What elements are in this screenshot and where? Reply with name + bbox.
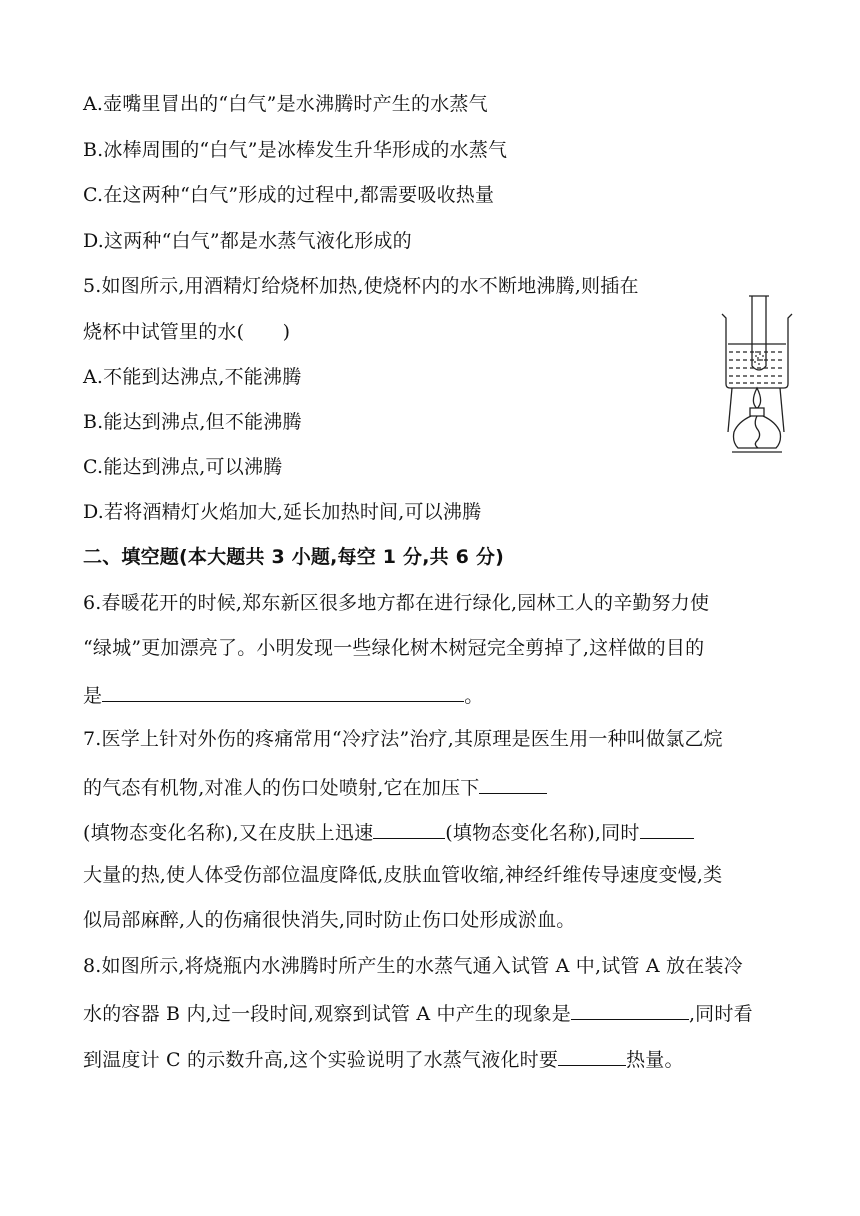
q8-line2-text: 水的容器 B 内,过一段时间,观察到试管 A 中产生的现象是 xyxy=(83,1003,571,1025)
q5-option-a: A.不能到达沸点,不能沸腾 xyxy=(83,366,302,388)
q6-line2: “绿城”更加漂亮了。小明发现一些绿化树木树冠完全剪掉了,这样做的目的 xyxy=(83,637,705,659)
q6-line3-prefix: 是 xyxy=(83,685,103,707)
q7-line5: 似局部麻醉,人的伤痛很快消失,同时防止伤口处形成淤血。 xyxy=(83,909,576,931)
q5-stem-line1: 5.如图所示,用酒精灯给烧杯加热,使烧杯内的水不断地沸腾,则插在 xyxy=(83,275,639,297)
q7-blank-1[interactable] xyxy=(479,773,547,794)
q4-option-b: B.冰棒周围的“白气”是冰棒发生升华形成的水蒸气 xyxy=(83,139,508,161)
q7-line2 xyxy=(83,773,547,800)
q4-option-d: D.这两种“白气”都是水蒸气液化形成的 xyxy=(83,230,412,252)
beaker-heating-figure xyxy=(718,292,794,462)
q6-line3 xyxy=(83,681,483,708)
q7-line1: 7.医学上针对外伤的疼痛常用“冷疗法”治疗,其原理是医生用一种叫做氯乙烷 xyxy=(83,728,723,750)
q8-line2 xyxy=(83,999,753,1026)
q8-blank-1[interactable] xyxy=(571,999,689,1020)
q6-blank[interactable] xyxy=(102,681,464,702)
q8-blank-2[interactable] xyxy=(558,1045,626,1066)
q5-option-d: D.若将酒精灯火焰加大,延长加热时间,可以沸腾 xyxy=(83,501,482,523)
q8-line3 xyxy=(83,1045,684,1072)
q7-line3-text-a: (填物态变化名称),又在皮肤上迅速 xyxy=(83,822,374,844)
q7-blank-3[interactable] xyxy=(640,818,694,839)
q4-option-a: A.壶嘴里冒出的“白气”是水沸腾时产生的水蒸气 xyxy=(83,93,488,115)
q7-line3-text-b: (填物态变化名称),同时 xyxy=(445,822,640,844)
q7-blank-2[interactable] xyxy=(373,818,445,839)
q8-line3-suffix: 热量。 xyxy=(626,1049,684,1071)
q5-option-c: C.能达到沸点,可以沸腾 xyxy=(83,456,283,478)
q6-line1: 6.春暖花开的时候,郑东新区很多地方都在进行绿化,园林工人的辛勤努力使 xyxy=(83,592,710,614)
q8-line3-text: 到温度计 C 的示数升高,这个实验说明了水蒸气液化时要 xyxy=(83,1049,559,1071)
q5-option-b: B.能达到沸点,但不能沸腾 xyxy=(83,411,302,433)
q7-line4: 大量的热,使人体受伤部位温度降低,皮肤血管收缩,神经纤维传导速度变慢,类 xyxy=(83,864,723,886)
q4-option-c: C.在这两种“白气”形成的过程中,都需要吸收热量 xyxy=(83,184,495,206)
section-2-heading: 二、填空题(本大题共 3 小题,每空 1 分,共 6 分) xyxy=(83,546,504,568)
q7-line3 xyxy=(83,818,694,845)
q8-line1: 8.如图所示,将烧瓶内水沸腾时所产生的水蒸气通入试管 A 中,试管 A 放在装冷 xyxy=(83,955,743,977)
q6-line3-suffix: 。 xyxy=(464,685,484,707)
q8-line2-suffix: ,同时看 xyxy=(688,1003,753,1025)
q5-stem-line2: 烧杯中试管里的水( ) xyxy=(83,321,291,343)
q7-line2-text: 的气态有机物,对准人的伤口处喷射,它在加压下 xyxy=(83,777,480,799)
